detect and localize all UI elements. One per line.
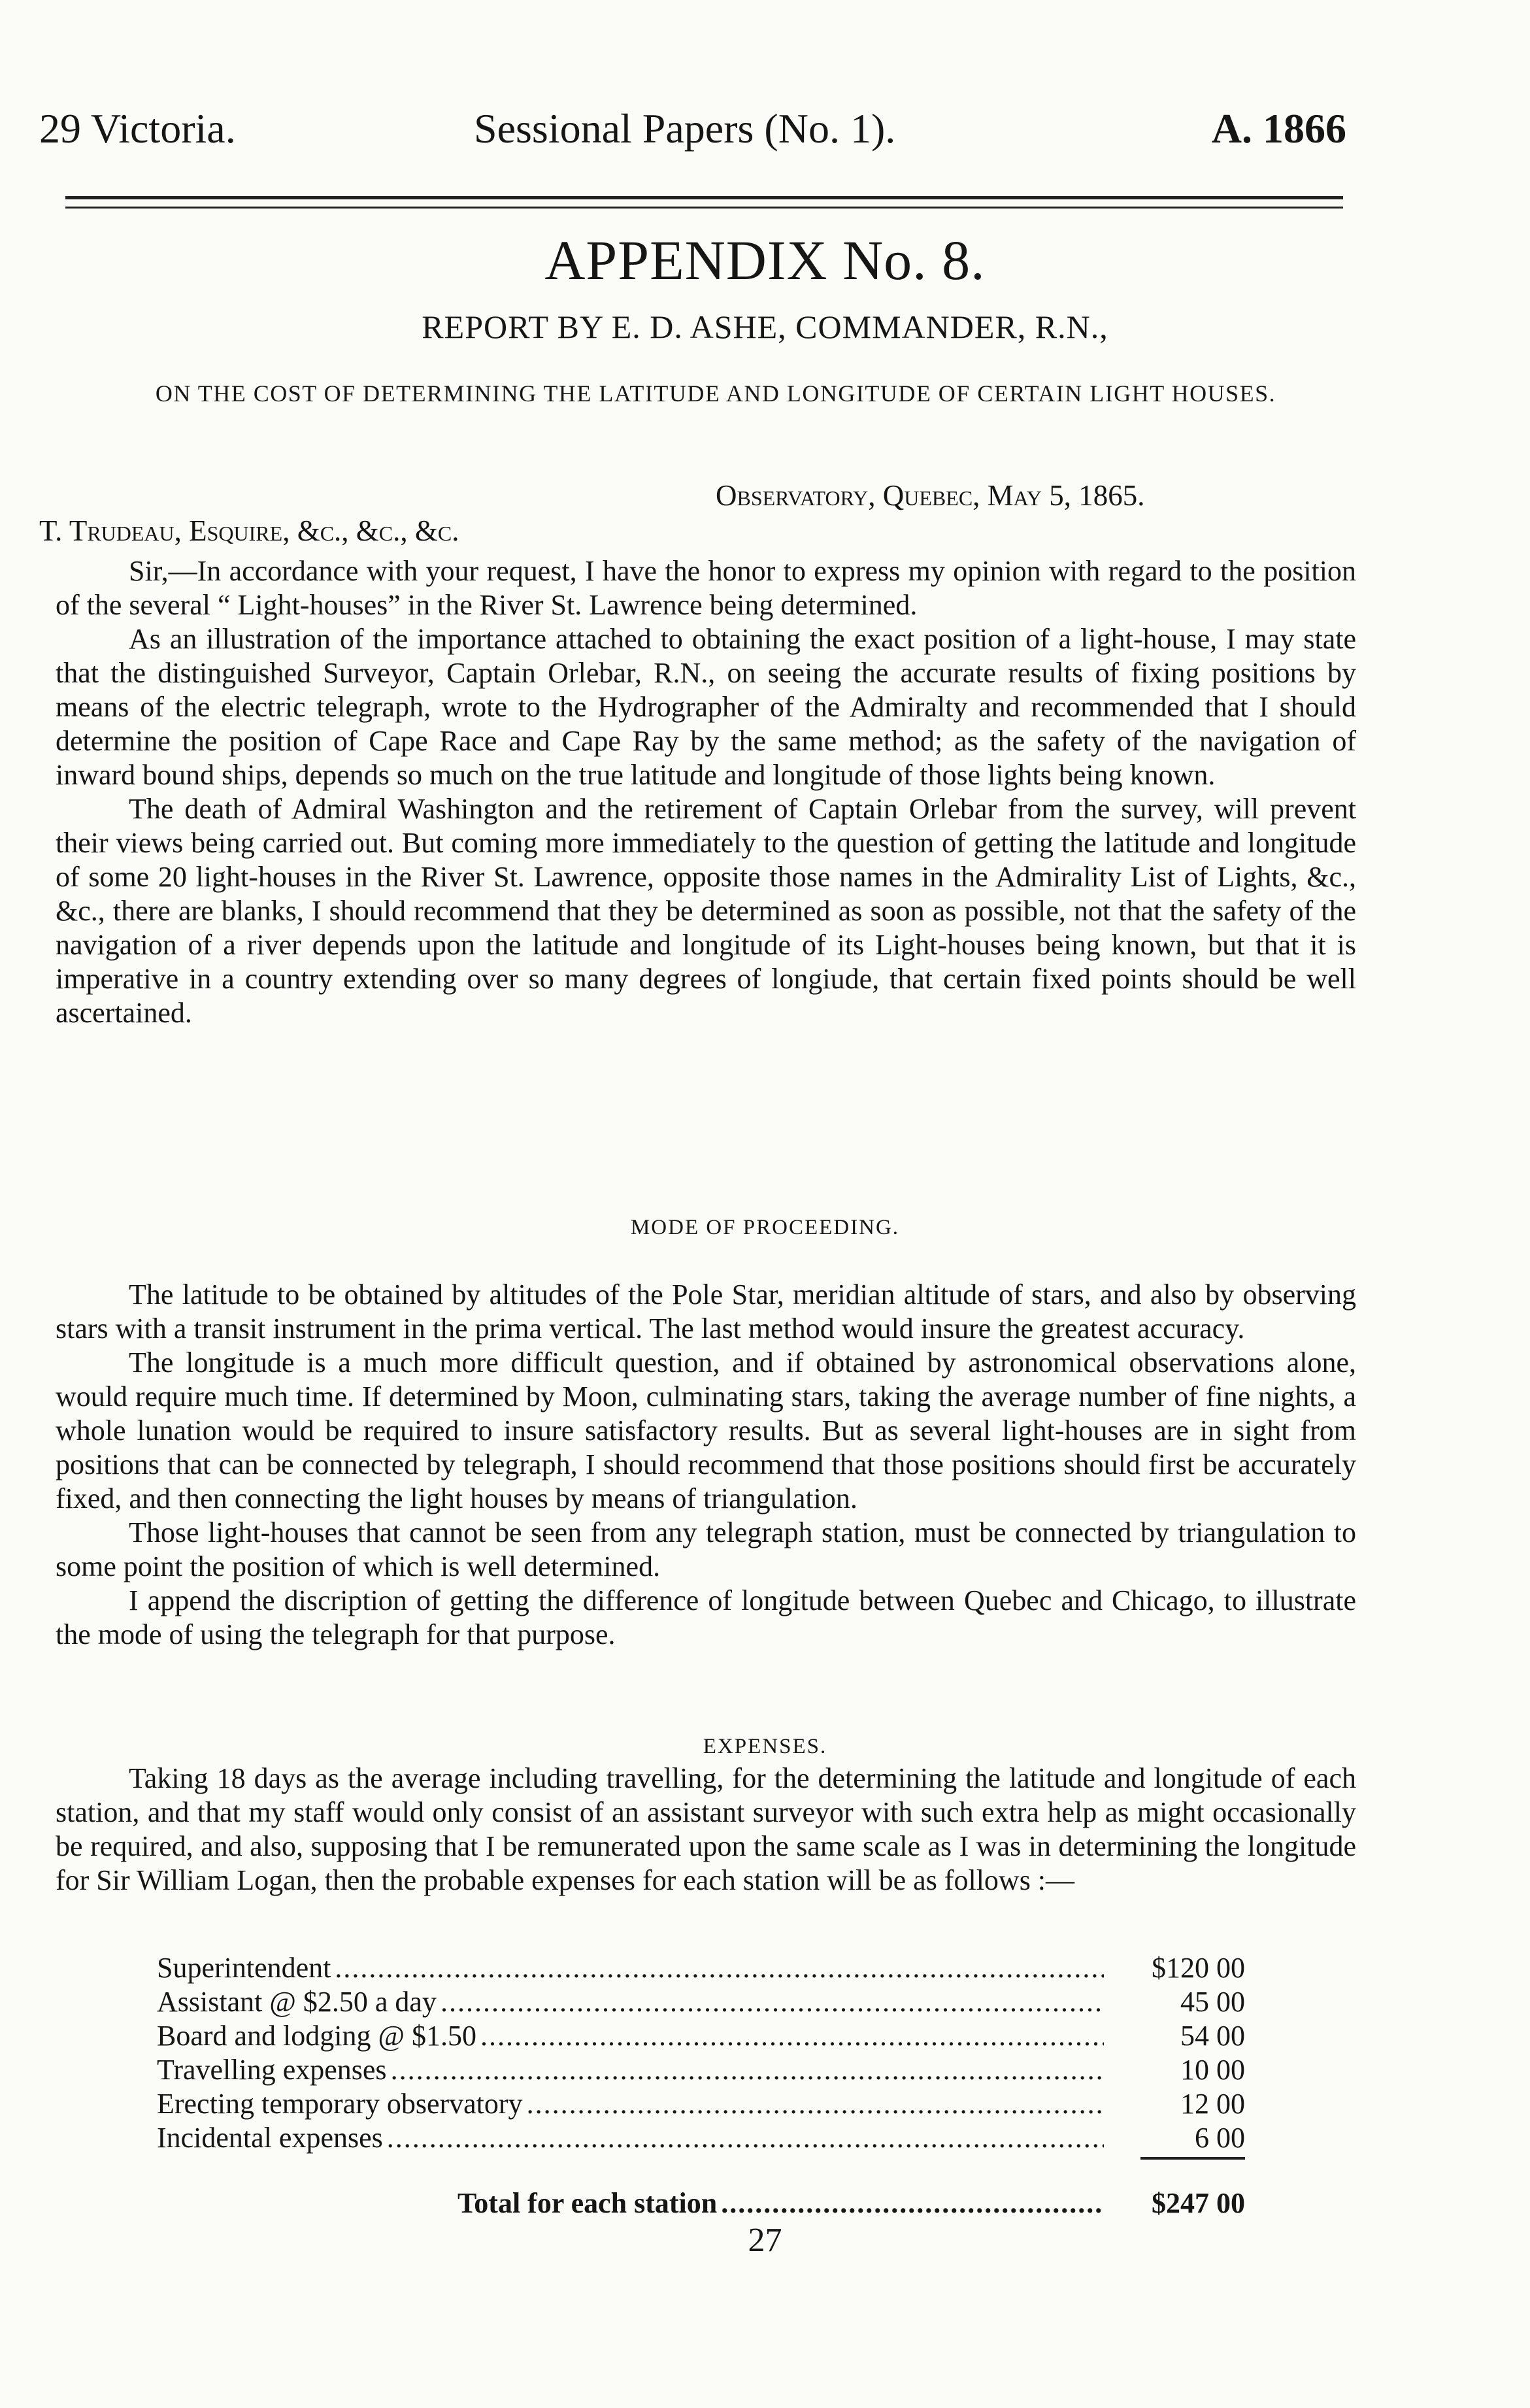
header-rule-thick (65, 196, 1343, 199)
expense-amount: 54 00 (1180, 2020, 1245, 2052)
expense-amount: 45 00 (1180, 1986, 1245, 2018)
header-year: A. 1866 (1211, 105, 1346, 152)
expenses-intro: Taking 18 days as the average including travelling, for the determining the latitude and longitude of each station, and that my staff would only consist of an assistant surveyor with such extra help as might occasionally be required, and also, supposing that I be remunerated upon the same scale as I was in determining the longitude for Sir William Logan, then the probable expenses for each station will be as follows :— (56, 1762, 1356, 1896)
mode-paragraph: The longitude is a much more difficult question, and if obtained by astronomical observations alone, would require much time. If determined by Moon, culminating stars, taking the average number of fine nights, a whole lunation would be required to insure satisfactory results. But as several light-houses are in sight from positions that can be connected by telegraph, I should recommend that those positions should first be accurately fixed, and then connecting the light houses by means of triangulation. (56, 1346, 1356, 1514)
expense-row (157, 1985, 1245, 2019)
expense-label: Travelling expenses (157, 2054, 387, 2086)
total-label: Total for each station (457, 2187, 718, 2219)
dot-leader (527, 2087, 1104, 2121)
expense-label: Assistant @ $2.50 a day (157, 1986, 437, 2018)
report-subtitle: ON THE COST OF DETERMINING THE LATITUDE AND LONGITUDE OF CERTAIN LIGHT HOUSES. (155, 380, 1276, 407)
expense-label: Board and lodging @ $1.50 (157, 2020, 477, 2052)
expense-row (157, 2019, 1245, 2053)
total-row (457, 2186, 1245, 2220)
expense-row (157, 1951, 1245, 1985)
expense-label: Erecting temporary observatory (157, 2088, 523, 2120)
expenses-intro-block (56, 1762, 1356, 1898)
dot-leader (335, 1951, 1104, 1985)
header-session: 29 Victoria. (39, 105, 236, 152)
expense-label: Incidental expenses (157, 2122, 383, 2154)
addressee: T. Trudeau, Esquire, &c., &c., &c. (39, 514, 459, 547)
running-header (39, 105, 1346, 176)
dot-leader (391, 2053, 1104, 2087)
header-publication: Sessional Papers (No. 1). (474, 105, 896, 152)
mode-of-proceeding-heading: MODE OF PROCEEDING. (630, 1216, 900, 1239)
expense-amount: $120 00 (1152, 1952, 1245, 1984)
dateline: Observatory, Quebec, May 5, 1865. (716, 479, 1145, 512)
dot-leader (480, 2019, 1104, 2053)
expense-row (157, 2121, 1245, 2155)
appendix-title: APPENDIX No. 8. (544, 229, 986, 292)
expenses-heading: EXPENSES. (703, 1735, 827, 1758)
mode-paragraph: Those light-houses that cannot be seen from any telegraph station, must be connected by triangulation to some point the position of which is well determined. (56, 1516, 1356, 1582)
expense-amount: 10 00 (1180, 2054, 1245, 2086)
dot-leader (441, 1985, 1104, 2019)
dot-leader (387, 2121, 1104, 2155)
expense-amount: 6 00 (1195, 2122, 1245, 2154)
page-number: 27 (748, 2222, 782, 2259)
expenses-list (157, 1951, 1245, 2155)
expense-row (157, 2053, 1245, 2087)
letter-body (56, 554, 1356, 1030)
letter-paragraph: The death of Admiral Washington and the retirement of Captain Orlebar from the survey, will prevent their views being carried out. But coming more immediately to the question of getting the latitude and longitude of some 20 light-houses in the River St. Lawrence, opposite those names in the Admirality List of Lights, &c., &c., there are blanks, I should recommend that they be determined as soon as possible, not that the safety of the navigation of a river depends upon the latitude and longitude of its Light-houses being known, but that it is imperative in a country extending over so many degrees of longiude, that certain fixed points should be well ascertained. (56, 793, 1356, 1029)
dot-leader (721, 2186, 1104, 2220)
expense-row (157, 2087, 1245, 2121)
mode-of-proceeding-body (56, 1278, 1356, 1652)
total-amount: $247 00 (1152, 2187, 1245, 2219)
mode-paragraph: I append the discription of getting the difference of longitude between Quebec and Chicago, to illustrate the mode of using the telegraph for that purpose. (56, 1584, 1356, 1650)
letter-paragraph: Sir,—In accordance with your request, I have the honor to express my opinion with regard to the position of the several “ Light-houses” in the River St. Lawrence being determined. (56, 555, 1356, 621)
report-title: REPORT BY E. D. ASHE, COMMANDER, R.N., (422, 309, 1108, 345)
mode-paragraph: The latitude to be obtained by altitudes of the Pole Star, meridian altitude of stars, and also by observing stars with a transit instrument in the prima vertical. The last method would insure the greatest accuracy. (56, 1279, 1356, 1345)
header-rule-thin (65, 207, 1343, 209)
expense-label: Superintendent (157, 1952, 331, 1984)
sum-rule (1140, 2157, 1245, 2160)
expense-amount: 12 00 (1180, 2088, 1245, 2120)
letter-paragraph: As an illustration of the importance attached to obtaining the exact position of a light-house, I may state that the distinguished Surveyor, Captain Orlebar, R.N., on seeing the accurate results of fixing positions by means of the electric telegraph, wrote to the Hydrographer of the Admiralty and recommended that I should determine the position of Cape Race and Cape Ray by the same method; as the safety of the navigation of inward bound ships, depends so much on the true latitude and longitude of those lights being known. (56, 623, 1356, 791)
